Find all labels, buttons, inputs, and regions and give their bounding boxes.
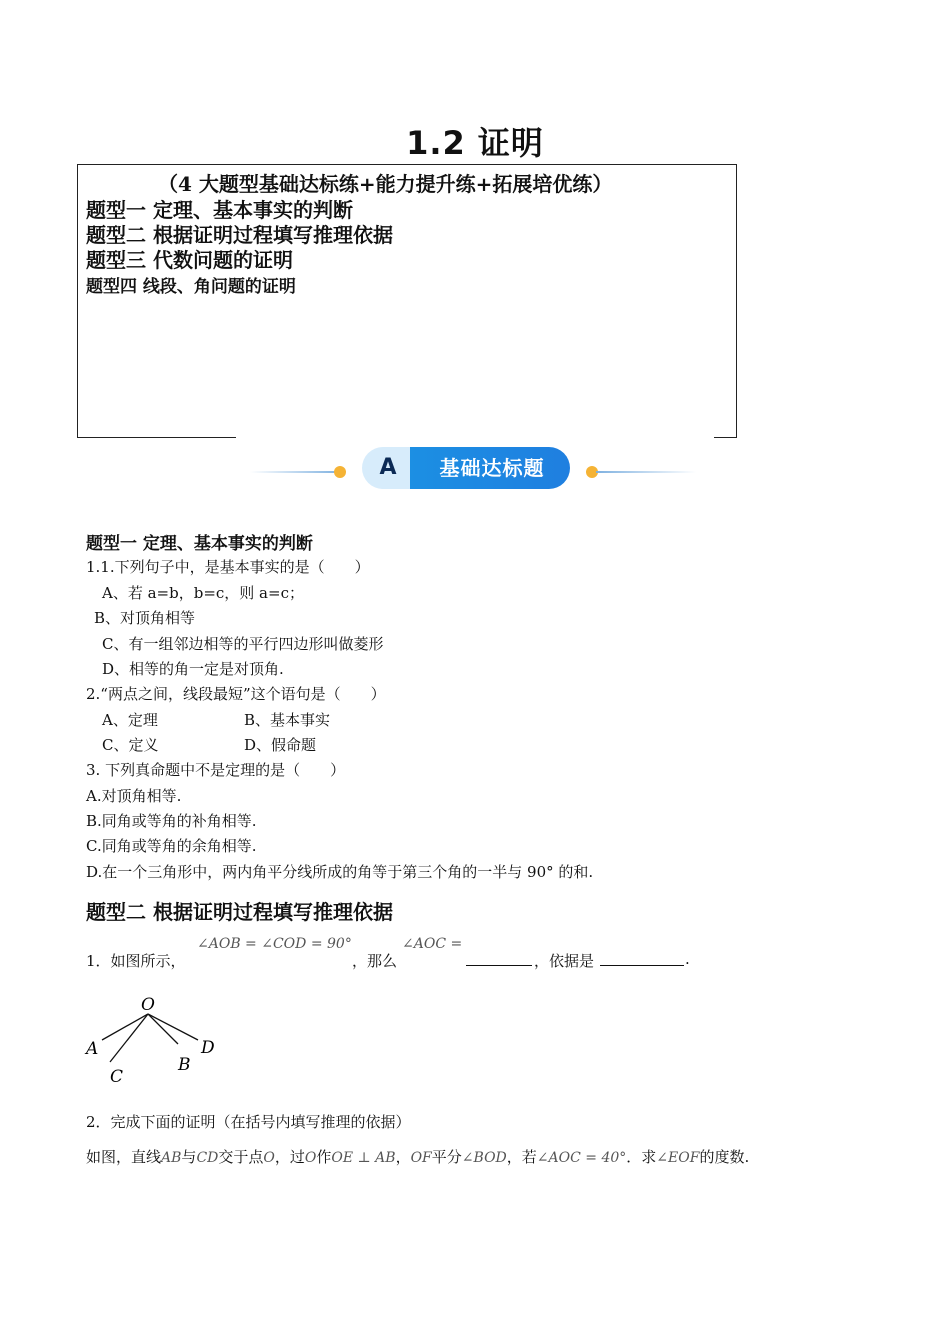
page-title: 1.2 证明 bbox=[406, 124, 544, 162]
label-d: D bbox=[201, 1038, 215, 1058]
q1-stem: 1.1.下列句子中，是基本事实的是（ ） bbox=[86, 558, 370, 576]
ray-oc bbox=[110, 1014, 148, 1062]
s2-q1-reason-label: ，依据是 bbox=[534, 952, 595, 970]
toc-item-4: 题型四 线段、角问题的证明 bbox=[86, 277, 296, 297]
q2-option-d: D、假命题 bbox=[244, 736, 317, 754]
s2-q1-answer-blank[interactable] bbox=[466, 951, 532, 966]
q3-option-b: B.同角或等角的补角相等. bbox=[86, 812, 257, 830]
s2-q1-reason-blank[interactable] bbox=[600, 951, 684, 966]
banner-line-left bbox=[250, 471, 340, 473]
section1-heading: 题型一 定理、基本事实的判断 bbox=[86, 534, 313, 554]
q3-option-a: A.对顶角相等. bbox=[86, 787, 182, 805]
toc-box-gap bbox=[236, 434, 714, 442]
s2-q1-mid: ，那么 bbox=[352, 952, 398, 970]
ray-oa bbox=[102, 1014, 148, 1040]
s2-q1-math-given: ∠AOB = ∠COD = 90° bbox=[197, 936, 352, 952]
banner-dot-left bbox=[334, 466, 346, 478]
s2-q1-math-ask: ∠AOC = bbox=[402, 936, 463, 952]
label-a: A bbox=[86, 1039, 99, 1059]
toc-item-3: 题型三 代数问题的证明 bbox=[86, 248, 293, 272]
label-o: O bbox=[141, 995, 155, 1015]
angle-figure bbox=[80, 990, 230, 1090]
toc-subtitle: （4 大题型基础达标练+能力提升练+拓展培优练） bbox=[158, 172, 613, 196]
q3-option-d: D.在一个三角形中，两内角平分线所成的角等于第三个角的一半与 90° 的和. bbox=[86, 863, 594, 881]
q3-option-c: C.同角或等角的余角相等. bbox=[86, 837, 257, 855]
s2-q1-prefix: 1．如图所示， bbox=[86, 952, 186, 970]
q2-option-c: C、定义 bbox=[102, 736, 159, 754]
ray-od bbox=[148, 1014, 198, 1040]
s2-q2-stem: 2．完成下面的证明（在括号内填写推理的依据） bbox=[86, 1113, 411, 1131]
q1-option-a: A、若 a=b，b=c，则 a=c； bbox=[102, 584, 304, 602]
banner-line-right bbox=[596, 471, 696, 473]
s2-q1-end: . bbox=[685, 950, 690, 968]
q2-stem: 2.“两点之间，线段最短”这个语句是（ ） bbox=[86, 685, 386, 703]
q2-option-b: B、基本事实 bbox=[244, 711, 331, 729]
toc-item-1: 题型一 定理、基本事实的判断 bbox=[86, 198, 353, 222]
s2-q2-problem: 如图，直线AB与CD交于点O，过O作OE ⊥ AB，OF平分∠BOD，若∠AOC = 40°．求∠EOF的度数. bbox=[86, 1148, 750, 1166]
banner-letter: A bbox=[379, 455, 397, 480]
q1-option-c: C、有一组邻边相等的平行四边形叫做菱形 bbox=[102, 635, 384, 653]
q1-option-d: D、相等的角一定是对顶角. bbox=[102, 660, 284, 678]
q3-stem: 3. 下列真命题中不是定理的是（ ） bbox=[86, 761, 346, 779]
banner-label: 基础达标题 bbox=[439, 456, 545, 480]
toc-item-2: 题型二 根据证明过程填写推理依据 bbox=[86, 223, 393, 247]
ray-ob bbox=[148, 1014, 178, 1044]
label-b: B bbox=[178, 1055, 191, 1075]
q2-option-a: A、定理 bbox=[102, 711, 158, 729]
q1-option-b: B、对顶角相等 bbox=[94, 609, 196, 627]
section2-heading: 题型二 根据证明过程填写推理依据 bbox=[86, 900, 393, 924]
label-c: C bbox=[110, 1067, 124, 1087]
